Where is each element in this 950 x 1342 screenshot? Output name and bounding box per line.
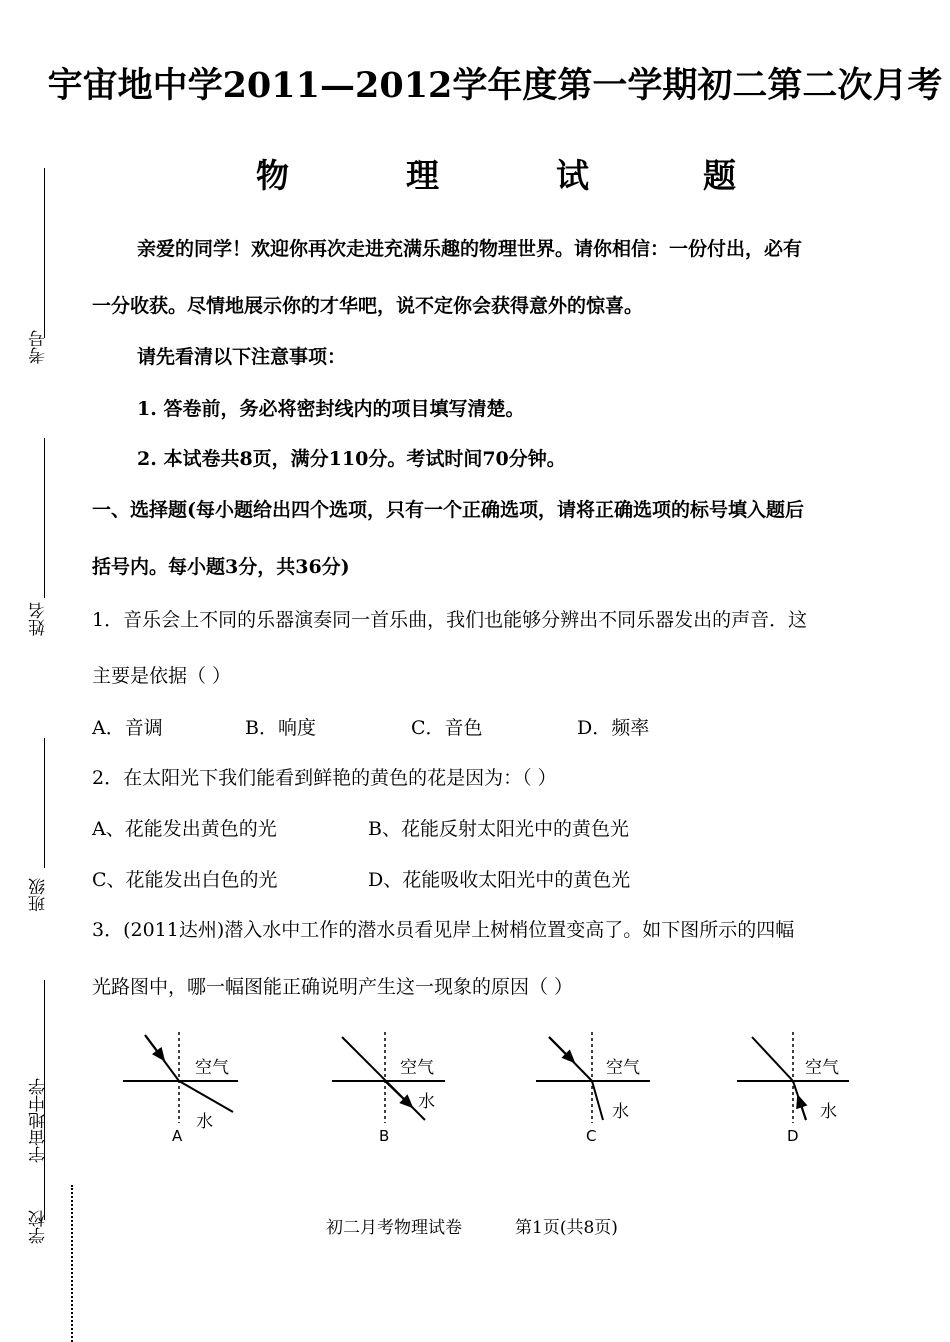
footer-paper-name: 初二月考物理试卷 [326,1218,462,1238]
notice-item-1: 1. 答卷前，务必将密封线内的项目填写清楚。 [137,398,525,420]
exam-number-line [44,168,45,338]
q1-line-2: 主要是依据（ ） [92,665,232,687]
q2-option-d: D、花能吸收太阳光中的黄色光 [368,869,631,891]
school-label: 学校 [29,1210,49,1244]
q2-option-c: C、花能发出白色的光 [92,869,278,891]
diagram-d-label: D [787,1127,799,1145]
footer-page-number: 第1页(共8页) [515,1218,618,1238]
diagram-c [536,1032,650,1145]
section1-heading-line-2: 括号内。每小题3分，共36分) [92,556,350,578]
school-name-label: 宇宙地中学 [29,1078,49,1163]
section1-heading-line-1: 一、选择题(每小题给出四个选项，只有一个正确选项，请将正确选项的标号填入题后 [92,499,804,521]
diagram-b-label: B [379,1127,390,1145]
q1-line-1: 1．音乐会上不同的乐器演奏同一首乐曲，我们也能够分辨出不同乐器发出的声音．这 [92,609,808,631]
diagram-b-water-label: 水 [418,1092,435,1112]
exam-number-label: 考号 [29,330,49,364]
diagram-b [332,1032,445,1145]
diagram-d [737,1032,849,1145]
seal-line [71,1185,73,1342]
subtitle-char-3: 试 [556,156,589,195]
diagram-c-label: C [586,1127,597,1145]
subtitle-char-2: 理 [406,156,439,195]
diagram-d-water-label: 水 [820,1102,837,1122]
q1-option-b: B．响度 [245,717,316,739]
diagram-d-air-label: 空气 [805,1058,839,1078]
q3-line-1: 3．(2011达州)潜入水中工作的潜水员看见岸上树梢位置变高了。如下图所示的四幅 [92,919,795,941]
diagram-c-water-label: 水 [612,1102,629,1122]
refraction-diagrams [100,1020,880,1150]
q1-option-a: A．音调 [92,717,163,739]
q2-option-a: A、花能发出黄色的光 [92,818,277,840]
notice-item-2: 2. 本试卷共8页，满分110分。考试时间70分钟。 [137,448,566,470]
diagram-a-air-label: 空气 [195,1058,229,1078]
class-line [44,738,45,868]
diagram-a-water-label: 水 [196,1112,213,1132]
class-label: 班级 [29,878,49,912]
greeting-line-2: 一分收获。尽情地展示你的才华吧，说不定你会获得意外的惊喜。 [92,295,644,317]
greeting-line-1: 亲爱的同学！欢迎你再次走进充满乐趣的物理世界。请你相信：一份付出，必有 [137,238,803,260]
q2-line-1: 2．在太阳光下我们能看到鲜艳的黄色的花是因为：（ ） [92,767,557,789]
q1-option-c: C．音色 [411,717,483,739]
exam-title: 宇宙地中学2011—2012学年度第一学期初二第二次月考 [47,65,943,106]
q1-option-d: D．频率 [577,717,650,739]
q3-line-2: 光路图中，哪一幅图能正确说明产生这一现象的原因（ ） [92,976,574,998]
name-label: 姓名 [29,602,49,636]
diagram-c-air-label: 空气 [606,1058,640,1078]
notice-heading: 请先看清以下注意事项： [137,346,347,368]
diagram-a-label: A [172,1127,183,1145]
q2-option-b: B、花能反射太阳光中的黄色光 [368,818,629,840]
name-line [44,438,45,598]
subtitle-char-4: 题 [703,156,736,195]
diagram-a [123,1032,238,1145]
subtitle-char-1: 物 [256,156,289,195]
diagram-b-air-label: 空气 [400,1058,434,1078]
